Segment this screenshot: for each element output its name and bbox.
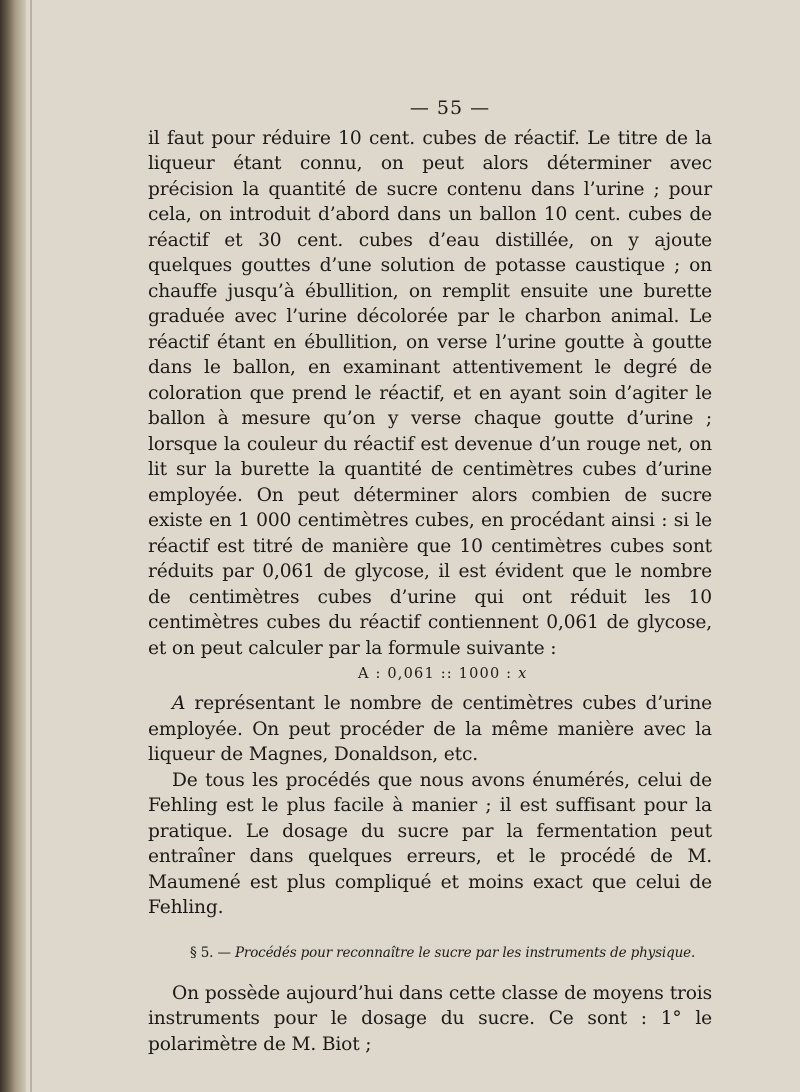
section-heading [190,943,712,963]
section-number: § 5. — [190,944,235,961]
paragraph-fehling-comparison: De tous les procédés que nous avons énumérés, celui de Fehling est le plus facile à manier ; il est suffisant pour la pratique. Le dosage du sucre par la fermentation peut entraîner dans quelques erreurs, et le procédé de M. Maumené est plus compliqué et moins exact que celui de Fehling. [148,769,712,918]
paragraph-variable-text: représentant le nombre de centimètres cubes d’urine employée. On peut procéder de la même manière avec la liqueur de Magnes, Donaldson, etc. [148,693,712,765]
page-text-block [148,96,712,1057]
formula-left: A : 0,061 :: 1000 : [358,666,519,682]
book-binding-edge [0,0,26,1092]
paragraph-variable-definition [148,691,712,768]
section-title: Procédés pour reconnaître le sucre par les instruments de physique. [234,944,696,961]
page-number: — 55 — [409,97,491,119]
formula-variable: x [518,666,528,682]
paragraph-physics-instruments: On possède aujourd’hui dans cette classe de moyens trois instruments pour le dosage du sucre. Ce sont : 1° le polarimètre de M. Biot ; [148,982,712,1055]
binding-shadow-line [30,0,32,1092]
paragraph-urine-titration: il faut pour réduire 10 cent. cubes de réactif. Le titre de la liqueur étant connu, on peut alors déterminer avec précision la quantité de sucre contenu dans l’urine ; pour cela, on introduit d’abord dans un ballon 10 cent. cubes de réactif et 30 cent. cubes d’eau distillée, on y ajoute quelques gouttes d’une solution de potasse caustique ; on chauffe jusqu’à ébullition, on remplit ensuite une burette graduée avec l’urine décolorée par le charbon animal. Le réactif étant en ébullition, on verse l’urine goutte à goutte dans le ballon, en examinant attentivement le degré de coloration que prend le réactif, et en ayant soin d’agiter le ballon à mesure qu’on y verse chaque goutte d’urine ; lorsque la couleur du réactif est devenue d’un rouge net, on lit sur la burette la quantité de centimètres cubes d’urine employée. On peut déterminer alors combien de sucre existe en 1 000 centimètres cubes, en procédant ainsi : si le réactif est titré de manière que 10 centimètres cubes sont réduits par 0,061 de glycose, il est évident que le nombre de centimètres cubes d’urine qui ont réduit les 10 centimètres cubes du réactif contiennent 0,061 de glycose, et on peut calculer par la formule suivante : [148,127,712,659]
proportion-formula [358,663,712,685]
paragraph-variable: A [172,693,186,714]
